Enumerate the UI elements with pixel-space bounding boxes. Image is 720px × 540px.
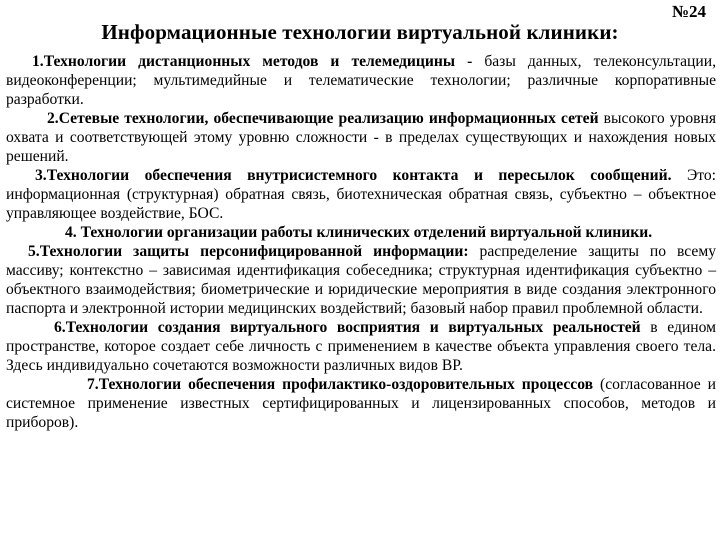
paragraph-2 [6, 109, 716, 166]
slide-number: №24 [671, 2, 706, 21]
slide-title: Информационные технологии виртуальной клиники: [101, 20, 619, 44]
paragraph-5-heading: 5.Технологии защиты персонифицированной информации: [28, 243, 469, 260]
paragraph-4 [6, 223, 716, 242]
paragraph-6-text: в едином пространстве, которое создает себе личность с применением в качестве объекта управления своего тела. Здесь индивидуально сочетаются возможности различных видов ВР. [6, 319, 716, 374]
paragraph-1-heading: 1.Технологии дистанционных методов и телемедицины - [32, 53, 473, 70]
paragraph-4-heading: 4. Технологии организации работы клинических отделений виртуальной клиники. [65, 224, 653, 241]
paragraph-2-heading: 2.Сетевые технологии, обеспечивающие реализацию информационных сетей [47, 110, 599, 127]
paragraph-1-text: базы данных, телеконсультации, видеоконференции; мультимедийные и телематические технологии; различные корпоративные разработки. [6, 53, 716, 108]
paragraph-3-text: Это: информационная (структурная) обратная связь, биотехническая обратная связь, субъектно – объектное управляющее воздействие, БОС. [6, 167, 716, 222]
paragraph-5 [6, 242, 716, 318]
paragraph-1 [6, 52, 716, 109]
paragraph-6 [6, 318, 716, 375]
paragraph-3 [6, 166, 716, 223]
paragraph-6-heading: 6.Технологии создания виртуального восприятия и виртуальных реальностей [54, 319, 641, 336]
paragraph-7-heading: 7.Технологии обеспечения профилактико-оздоровительных процессов [87, 376, 594, 393]
paragraph-5-text: распределение защиты по всему массиву; контекстно – зависимая идентификация собеседника; структурная идентификация субъектно – объектного взаимодействия; биометрические и юридические мероприятия в виде создания электронного паспорта и электронной истории медицинских воздействий; базовый набор правил проблемной области. [6, 243, 716, 317]
paragraph-7-text: (согласованное и системное применение известных сертифицированных и лицензированных способов, методов и приборов). [6, 376, 716, 431]
slide-content [6, 52, 716, 432]
paragraph-2-text: высокого уровня охвата и соответствующей этому уровню сложности - в пределах существующих и нахождения новых решений. [6, 110, 716, 165]
paragraph-7 [6, 375, 716, 432]
paragraph-3-heading: 3.Технологии обеспечения внутрисистемного контакта и пересылок сообщений. [35, 167, 672, 184]
